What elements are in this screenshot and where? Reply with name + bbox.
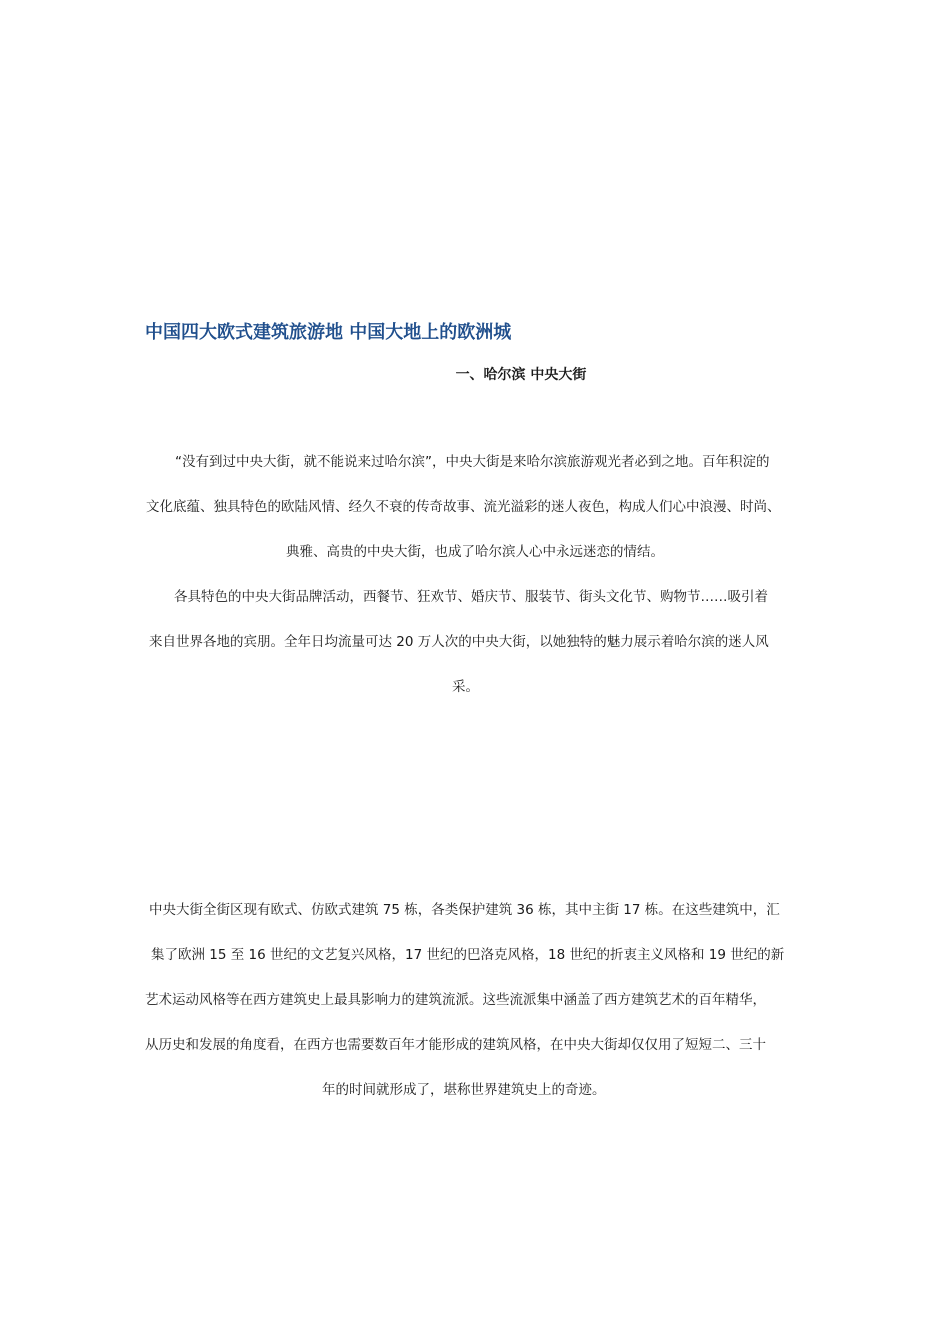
document-title: 中国四大欧式建筑旅游地 中国大地上的欧洲城 xyxy=(145,322,512,343)
paragraph-1-line-2: 文化底蕴、独具特色的欧陆风情、经久不衰的传奇故事、流光溢彩的迷人夜色，构成人们心中浪漫、时尚、 xyxy=(146,499,781,515)
paragraph-3-line-4: 从历史和发展的角度看，在西方也需要数百年才能形成的建筑风格，在中央大街却仅仅用了短短二、三十 xyxy=(145,1037,766,1053)
paragraph-1-line-1: “没有到过中央大街，就不能说来过哈尔滨”，中央大街是来哈尔滨旅游观光者必到之地。百年积淀的 xyxy=(175,454,770,470)
paragraph-3-line-5: 年的时间就形成了，堪称世界建筑史上的奇迹。 xyxy=(322,1082,606,1098)
section-heading: 一、哈尔滨 中央大街 xyxy=(455,367,587,383)
paragraph-2-line-2: 来自世界各地的宾朋。全年日均流量可达 20 万人次的中央大街，以她独特的魅力展示着哈尔滨的迷人风 xyxy=(149,634,769,650)
paragraph-1-line-3: 典雅、高贵的中央大街，也成了哈尔滨人心中永远迷恋的情结。 xyxy=(286,544,664,560)
paragraph-2-line-3: 采。 xyxy=(452,679,479,695)
paragraph-3-line-3: 艺术运动风格等在西方建筑史上最具影响力的建筑流派。这些流派集中涵盖了西方建筑艺术的百年精华， xyxy=(145,992,766,1008)
paragraph-3-line-2: 集了欧洲 15 至 16 世纪的文艺复兴风格，17 世纪的巴洛克风格，18 世纪的折衷主义风格和 19 世纪的新 xyxy=(151,947,785,963)
paragraph-2-line-1: 各具特色的中央大街品牌活动，西餐节、狂欢节、婚庆节、服装节、街头文化节、购物节……吸引着 xyxy=(174,589,768,605)
paragraph-3-line-1: 中央大街全街区现有欧式、仿欧式建筑 75 栋，各类保护建筑 36 栋，其中主街 17 栋。在这些建筑中，汇 xyxy=(149,902,780,918)
